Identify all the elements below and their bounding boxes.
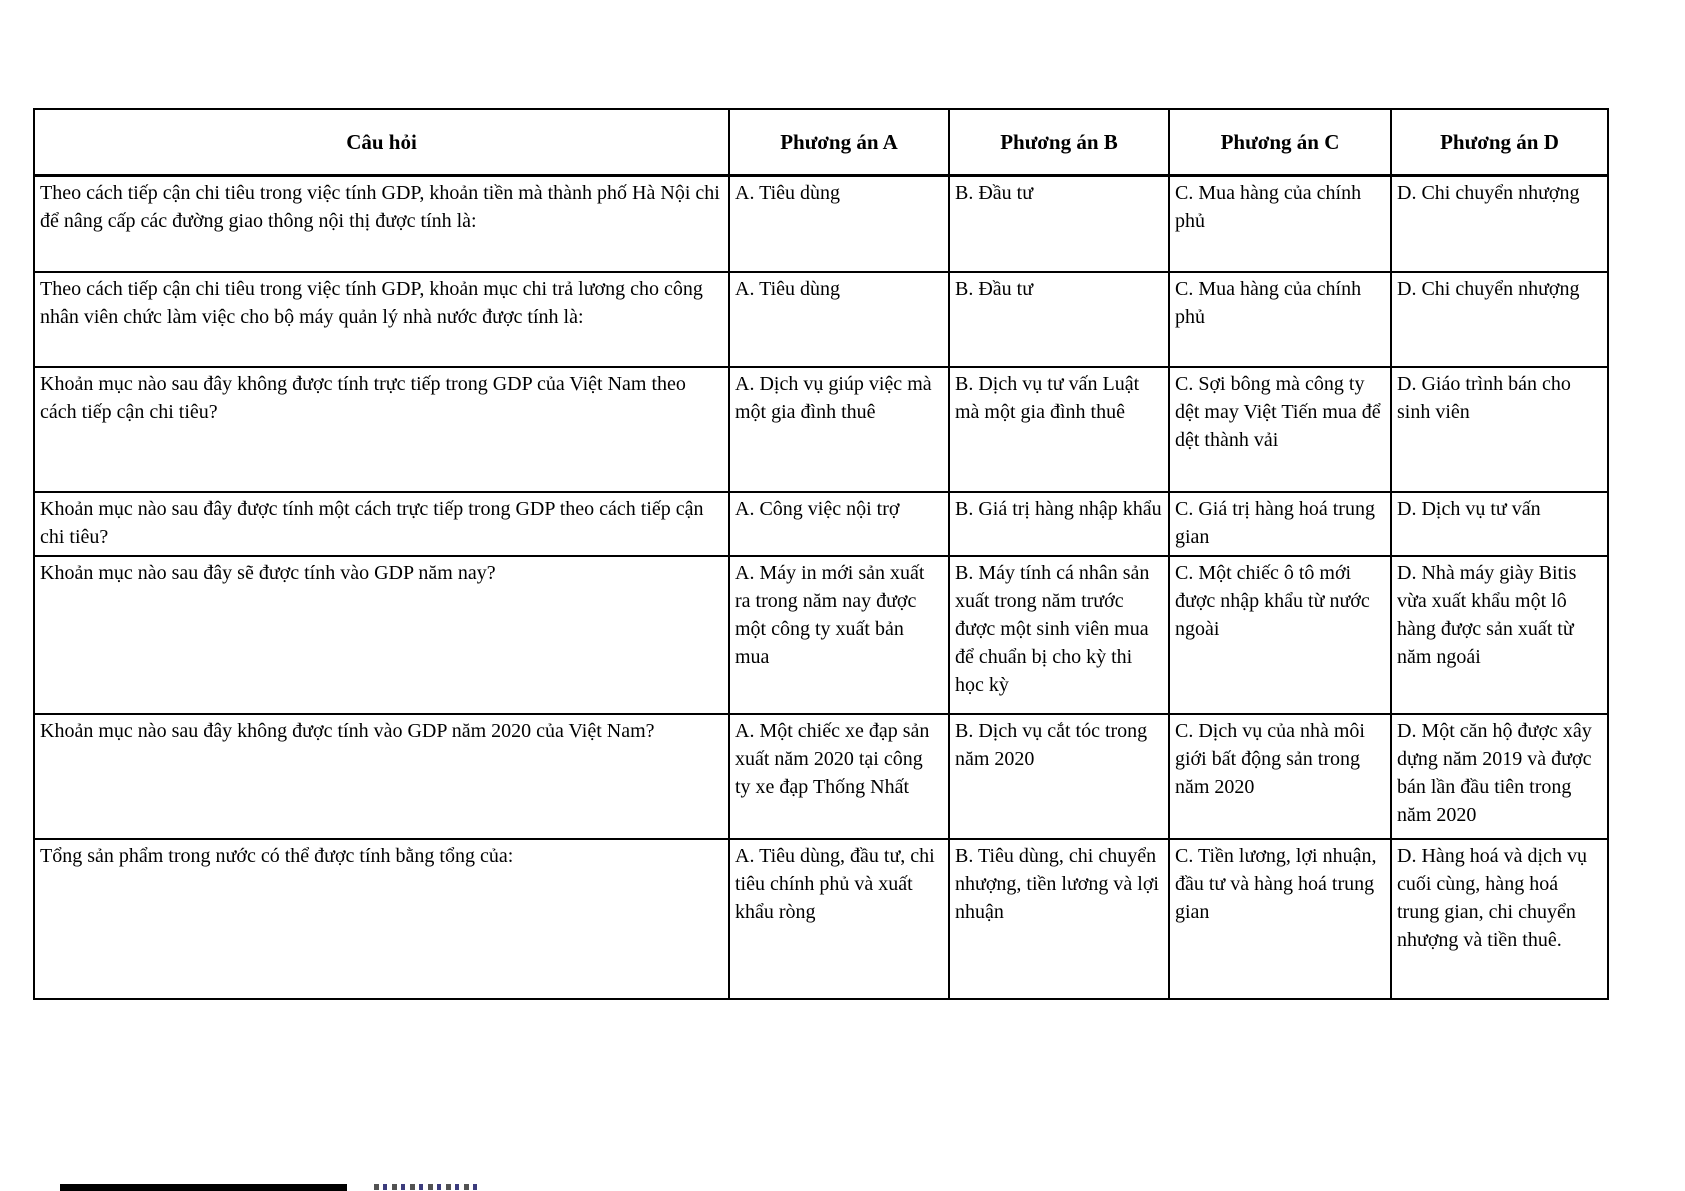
question-row [34,367,1608,492]
option-a-cell: A. Dịch vụ giúp việc mà một gia đình thuê [729,367,949,492]
column-header-question: Câu hỏi [34,109,729,176]
clipped-footer-text-fragment [374,1184,482,1190]
option-a-cell: A. Máy in mới sản xuất ra trong năm nay được một công ty xuất bản mua [729,556,949,714]
option-a-cell: A. Công việc nội trợ [729,492,949,556]
option-c-cell: C. Dịch vụ của nhà môi giới bất động sản trong năm 2020 [1169,714,1391,839]
option-c-cell: C. Tiền lương, lợi nhuận, đầu tư và hàng hoá trung gian [1169,839,1391,999]
option-c-cell: C. Giá trị hàng hoá trung gian [1169,492,1391,556]
column-header-option-d: Phương án D [1391,109,1608,176]
question-row [34,492,1608,556]
question-cell: Khoản mục nào sau đây không được tính vào GDP năm 2020 của Việt Nam? [34,714,729,839]
question-row [34,839,1608,999]
option-a-cell: A. Một chiếc xe đạp sản xuất năm 2020 tại công ty xe đạp Thống Nhất [729,714,949,839]
bottom-black-bar [60,1184,347,1191]
question-cell: Theo cách tiếp cận chi tiêu trong việc tính GDP, khoản tiền mà thành phố Hà Nội chi để nâng cấp các đường giao thông nội thị được tính là: [34,176,729,272]
question-row [34,176,1608,272]
column-header-option-c: Phương án C [1169,109,1391,176]
question-cell: Tổng sản phẩm trong nước có thể được tính bằng tổng của: [34,839,729,999]
option-b-cell: B. Đầu tư [949,272,1169,367]
option-d-cell: D. Hàng hoá và dịch vụ cuối cùng, hàng hoá trung gian, chi chuyển nhượng và tiền thuê. [1391,839,1608,999]
question-row [34,272,1608,367]
option-d-cell: D. Chi chuyển nhượng [1391,176,1608,272]
column-header-option-b: Phương án B [949,109,1169,176]
question-cell: Khoản mục nào sau đây sẽ được tính vào GDP năm nay? [34,556,729,714]
option-a-cell: A. Tiêu dùng [729,272,949,367]
option-a-cell: A. Tiêu dùng, đầu tư, chi tiêu chính phủ và xuất khẩu ròng [729,839,949,999]
option-b-cell: B. Dịch vụ cắt tóc trong năm 2020 [949,714,1169,839]
option-d-cell: D. Dịch vụ tư vấn [1391,492,1608,556]
question-row [34,714,1608,839]
question-cell: Khoản mục nào sau đây được tính một cách trực tiếp trong GDP theo cách tiếp cận chi tiêu? [34,492,729,556]
option-c-cell: C. Mua hàng của chính phủ [1169,176,1391,272]
option-b-cell: B. Máy tính cá nhân sản xuất trong năm trước được một sinh viên mua để chuẩn bị cho kỳ thi học kỳ [949,556,1169,714]
quiz-table [33,108,1609,1000]
question-row [34,556,1608,714]
option-c-cell: C. Một chiếc ô tô mới được nhập khẩu từ nước ngoài [1169,556,1391,714]
option-d-cell: D. Chi chuyển nhượng [1391,272,1608,367]
option-b-cell: B. Đầu tư [949,176,1169,272]
option-c-cell: C. Sợi bông mà công ty dệt may Việt Tiến mua để dệt thành vải [1169,367,1391,492]
option-b-cell: B. Dịch vụ tư vấn Luật mà một gia đình thuê [949,367,1169,492]
header-row [34,109,1608,176]
option-d-cell: D. Nhà máy giày Bitis vừa xuất khẩu một lô hàng được sản xuất từ năm ngoái [1391,556,1608,714]
option-a-cell: A. Tiêu dùng [729,176,949,272]
quiz-table-body [34,176,1608,999]
option-b-cell: B. Tiêu dùng, chi chuyển nhượng, tiền lương và lợi nhuận [949,839,1169,999]
option-d-cell: D. Một căn hộ được xây dựng năm 2019 và được bán lần đầu tiên trong năm 2020 [1391,714,1608,839]
question-cell: Khoản mục nào sau đây không được tính trực tiếp trong GDP của Việt Nam theo cách tiếp cận chi tiêu? [34,367,729,492]
option-d-cell: D. Giáo trình bán cho sinh viên [1391,367,1608,492]
question-cell: Theo cách tiếp cận chi tiêu trong việc tính GDP, khoản mục chi trả lương cho công nhân viên chức làm việc cho bộ máy quản lý nhà nước được tính là: [34,272,729,367]
column-header-option-a: Phương án A [729,109,949,176]
option-b-cell: B. Giá trị hàng nhập khẩu [949,492,1169,556]
option-c-cell: C. Mua hàng của chính phủ [1169,272,1391,367]
